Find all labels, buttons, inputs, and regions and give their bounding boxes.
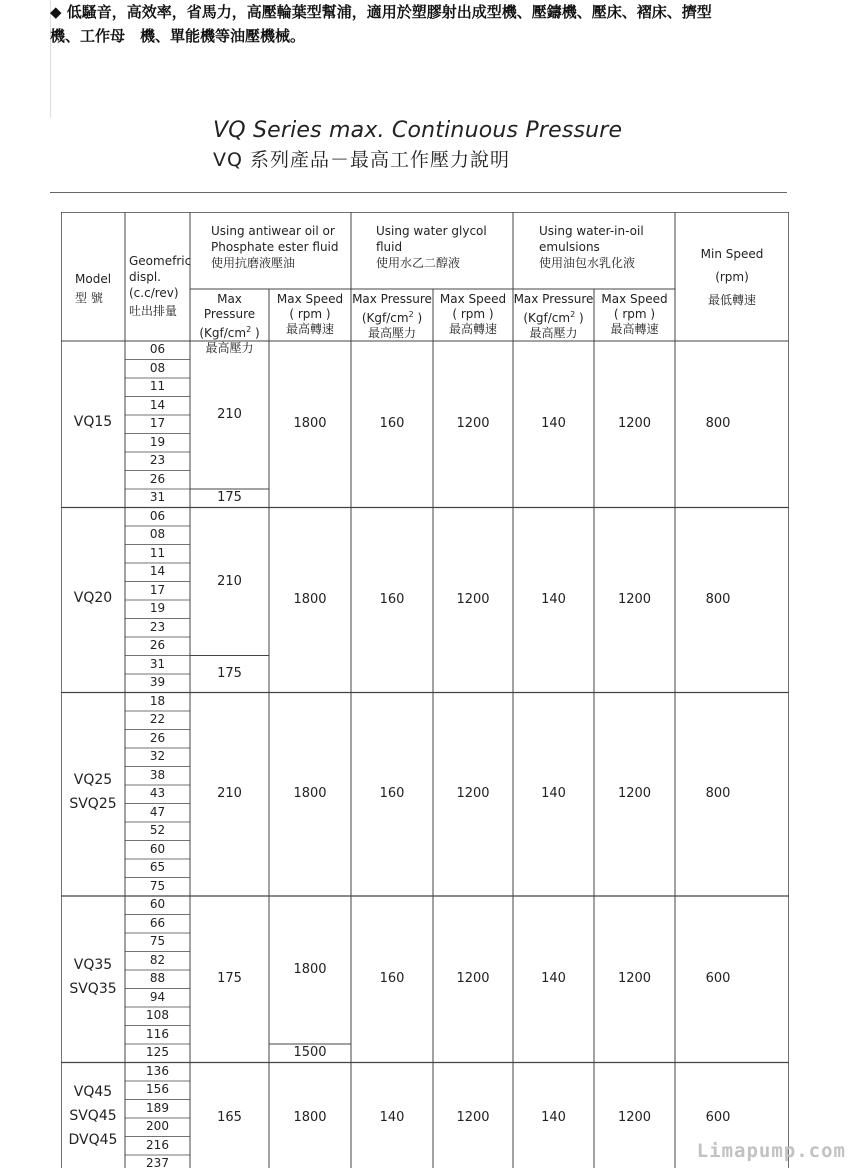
displacement-value: 116 [146, 1026, 169, 1041]
glycol-max-pressure: 160 [379, 592, 405, 607]
subheader-max-speed [433, 292, 513, 337]
model-name: VQ15 [73, 414, 113, 431]
displacement-value: 06 [149, 508, 166, 523]
model-name: VQ35 [73, 957, 113, 974]
header-antiwear-2: Phosphate ester fluid [211, 240, 339, 254]
rpm-unit-label: ( rpm ) [613, 307, 656, 321]
subheader-max-pressure [513, 292, 594, 341]
min-speed-value: 800 [705, 592, 731, 607]
glycol-max-pressure: 160 [379, 786, 405, 802]
antiwear-max-pressure-last: 175 [217, 666, 242, 681]
emulsion-max-speed: 1200 [617, 1110, 652, 1125]
glycol-max-pressure: 140 [379, 1110, 405, 1125]
displacement-value: 88 [149, 971, 166, 985]
displacement-value: 75 [149, 934, 166, 948]
model-name: VQ45 [73, 1084, 113, 1100]
displacement-value: 31 [149, 656, 166, 671]
max-pressure-label: Max Pressure [513, 292, 594, 306]
min-speed-value: 600 [705, 1110, 731, 1125]
max-speed-label: Max Speed [276, 292, 344, 306]
max-speed-zh: 最高轉速 [610, 322, 659, 336]
emulsion-max-speed: 1200 [617, 592, 652, 607]
displacement-value: 65 [149, 860, 166, 874]
min-speed-value: 800 [705, 786, 731, 802]
header-model-zh: 型 號 [75, 291, 103, 305]
kgf-unit-close: ) [575, 311, 584, 325]
header-emulsion-zh: 使用油包水乳化液 [539, 256, 636, 270]
intro-line-1: ◆ 低騷音，高效率，省馬力，高壓輪葉型幫浦，適用於塑膠射出成型機、壓鑄機、壓床、褶床、擠型 [50, 3, 712, 21]
header-disp-1: Geomefric [129, 254, 192, 268]
max-speed-zh: 最高轉速 [448, 322, 497, 336]
displacement-value: 82 [149, 952, 166, 967]
emulsion-max-pressure: 140 [541, 1110, 566, 1125]
antiwear-max-pressure: 165 [217, 1110, 242, 1125]
header-minspeed-zh: 最低轉速 [707, 293, 756, 307]
emulsion-max-pressure: 140 [541, 416, 566, 432]
displacement-value: 60 [149, 897, 166, 911]
intro-text [50, 0, 790, 48]
model-name: VQ20 [73, 590, 113, 606]
glycol-max-speed: 1200 [456, 971, 490, 987]
kgf-unit-label [351, 307, 433, 326]
displacement-value: 26 [149, 471, 166, 486]
antiwear-max-speed: 1800 [293, 786, 327, 802]
title-english: VQ Series max. Continuous Pressure [213, 118, 623, 143]
header-antiwear-1: Using antiwear oil or [211, 224, 335, 238]
watermark-logo: Limapump.com [696, 1140, 846, 1162]
displacement-value: 43 [149, 786, 166, 800]
model-name: VQ25 [73, 772, 113, 789]
displacement-value: 17 [149, 582, 166, 597]
displacement-value: 60 [149, 841, 166, 856]
header-glycol-1: Using water glycol [376, 224, 487, 238]
displacement-value: 47 [149, 804, 166, 819]
header-model-en: Model [75, 272, 112, 286]
displacement-value: 156 [146, 1082, 169, 1096]
header-disp-3: (c.c/rev) [129, 286, 179, 300]
pressure-table [61, 212, 789, 1168]
antiwear-max-speed-last: 1500 [293, 1045, 327, 1061]
displacement-value: 08 [149, 527, 166, 541]
antiwear-max-pressure: 210 [217, 573, 242, 589]
displacement-value: 189 [146, 1100, 169, 1115]
antiwear-max-speed: 1800 [293, 962, 327, 977]
model-name: DVQ45 [68, 1132, 118, 1148]
kgf-unit-label [513, 307, 594, 326]
intro-line-2: 機、工作母 機、單能機等油壓機械。 [50, 27, 306, 45]
displacement-value: 108 [146, 1008, 169, 1022]
antiwear-max-speed: 1800 [293, 1110, 327, 1125]
displacement-value: 26 [149, 730, 166, 745]
rpm-unit-label: ( rpm ) [289, 307, 331, 321]
header-emulsion-1: Using water-in-oil [539, 224, 644, 238]
header-antiwear-zh: 使用抗磨液壓油 [211, 256, 296, 270]
max-pressure-zh: 最高壓力 [529, 326, 578, 340]
displacement-value: 31 [149, 490, 166, 504]
emulsion-max-speed: 1200 [617, 786, 652, 802]
displacement-value: 11 [149, 379, 166, 393]
glycol-max-speed: 1200 [456, 592, 490, 607]
displacement-value: 75 [149, 878, 166, 893]
emulsion-max-speed: 1200 [617, 971, 652, 987]
glycol-max-pressure: 160 [379, 416, 405, 432]
model-name: SVQ35 [69, 981, 117, 998]
displacement-value: 14 [149, 564, 166, 578]
emulsion-max-pressure: 140 [541, 592, 566, 607]
max-pressure-zh: 最高壓力 [205, 341, 254, 355]
kgf-unit-superscript: 2 [570, 310, 576, 319]
displacement-value: 136 [146, 1063, 169, 1078]
kgf-unit-close: ) [413, 311, 423, 325]
max-speed-label: Max Speed [601, 292, 668, 306]
displacement-value: 14 [149, 397, 166, 412]
kgf-unit-superscript: 2 [408, 310, 414, 319]
header-glycol-2: fluid [376, 240, 403, 254]
antiwear-max-speed: 1800 [293, 416, 327, 432]
max-speed-label: Max Speed [439, 292, 507, 306]
max-pressure-label: Max Pressure [352, 292, 432, 306]
subheader-max-pressure [190, 292, 269, 356]
model-name: SVQ45 [69, 1108, 117, 1124]
subheader-max-pressure [351, 292, 433, 341]
glycol-max-speed: 1200 [456, 786, 490, 802]
min-speed-value: 800 [705, 416, 731, 432]
header-disp-2: displ. [129, 270, 161, 284]
displacement-value: 23 [149, 453, 166, 467]
antiwear-max-pressure-last: 175 [217, 490, 242, 506]
kgf-unit-superscript: 2 [246, 325, 252, 334]
kgf-unit-text: (Kgf/cm [361, 311, 409, 325]
rpm-unit-label: ( rpm ) [452, 307, 494, 321]
glycol-max-pressure: 160 [379, 971, 405, 987]
min-speed-value: 600 [705, 971, 731, 987]
emulsion-max-speed: 1200 [617, 416, 652, 432]
displacement-value: 38 [149, 767, 166, 782]
model-name: SVQ25 [69, 796, 117, 813]
displacement-value: 52 [149, 823, 166, 837]
title-chinese: VQ 系列產品－最高工作壓力說明 [213, 149, 510, 171]
kgf-unit-text: (Kgf/cm [523, 311, 571, 325]
displacement-value: 06 [149, 342, 166, 356]
header-minspeed-2: (rpm) [715, 270, 749, 284]
header-emulsion-2: emulsions [539, 240, 600, 254]
antiwear-max-pressure: 210 [217, 407, 242, 422]
max-pressure-label: Max Pressure [203, 292, 256, 321]
displacement-value: 66 [149, 915, 166, 930]
displacement-value: 39 [149, 675, 166, 689]
displacement-value: 08 [149, 360, 166, 375]
antiwear-max-pressure: 175 [217, 971, 242, 987]
displacement-value: 200 [146, 1119, 169, 1133]
displacement-value: 32 [149, 749, 166, 763]
displacement-value: 19 [149, 434, 166, 449]
header-minspeed-1: Min Speed [700, 247, 764, 261]
header-disp-zh: 吐出排量 [129, 304, 178, 318]
subheader-max-speed [269, 292, 351, 337]
glycol-max-speed: 1200 [456, 1110, 490, 1125]
displacement-value: 19 [149, 601, 166, 615]
displacement-value: 11 [149, 545, 166, 560]
max-pressure-zh: 最高壓力 [367, 326, 416, 340]
title-divider [50, 192, 787, 193]
antiwear-max-speed: 1800 [293, 592, 327, 607]
displacement-value: 18 [149, 693, 166, 708]
displacement-value: 23 [149, 619, 166, 634]
glycol-max-speed: 1200 [456, 416, 490, 432]
max-speed-zh: 最高轉速 [285, 322, 334, 336]
antiwear-max-pressure: 210 [217, 786, 242, 802]
kgf-unit-label [190, 322, 269, 341]
displacement-value: 237 [146, 1156, 169, 1170]
displacement-value: 22 [149, 712, 166, 726]
kgf-unit-text: (Kgf/cm [199, 326, 247, 340]
displacement-value: 94 [149, 989, 166, 1004]
emulsion-max-pressure: 140 [541, 786, 566, 802]
displacement-value: 125 [146, 1045, 169, 1059]
emulsion-max-pressure: 140 [541, 971, 566, 987]
kgf-unit-close: ) [251, 326, 260, 340]
displacement-value: 17 [149, 416, 166, 430]
subheader-max-speed [594, 292, 675, 337]
displacement-value: 216 [146, 1137, 169, 1152]
header-glycol-zh: 使用水乙二醇液 [376, 256, 461, 270]
displacement-value: 26 [149, 638, 166, 652]
